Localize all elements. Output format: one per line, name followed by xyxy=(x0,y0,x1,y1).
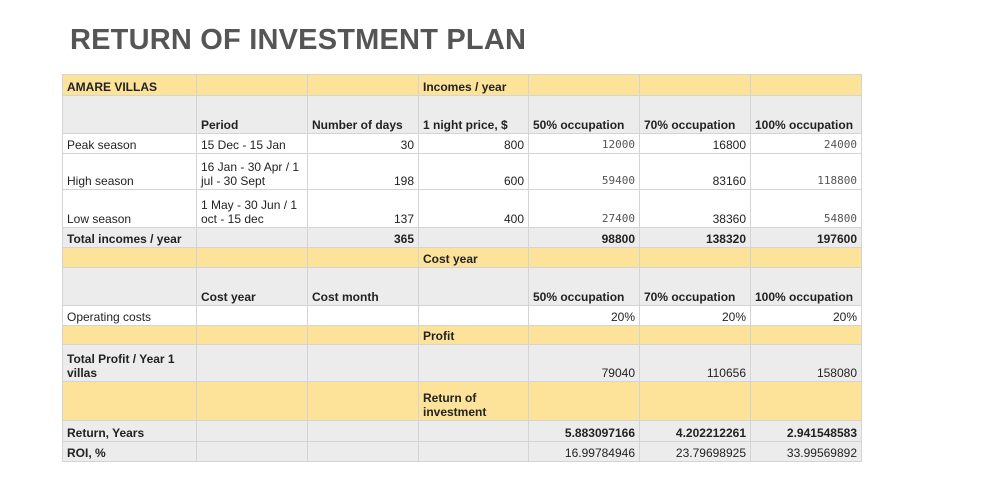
cell[interactable] xyxy=(529,75,640,96)
cell[interactable] xyxy=(419,421,529,442)
cell[interactable]: 27400 xyxy=(529,190,640,228)
cell[interactable] xyxy=(197,421,308,442)
section-row xyxy=(63,248,862,268)
cell[interactable] xyxy=(197,326,308,345)
cell[interactable]: 38360 xyxy=(640,190,751,228)
cell[interactable]: 118800 xyxy=(751,154,862,190)
cell[interactable]: AMARE VILLAS xyxy=(63,75,197,96)
cell[interactable] xyxy=(197,248,308,268)
cell[interactable]: 138320 xyxy=(640,228,751,248)
cell[interactable]: 100% occupation xyxy=(751,268,862,306)
cell[interactable]: 400 xyxy=(419,190,529,228)
cell[interactable]: High season xyxy=(63,154,197,190)
cell[interactable]: 20% xyxy=(751,306,862,326)
section-row xyxy=(63,326,862,345)
cell[interactable]: 98800 xyxy=(529,228,640,248)
cell[interactable]: Cost year xyxy=(197,268,308,306)
cell[interactable]: 100% occupation xyxy=(751,96,862,134)
cell[interactable]: Peak season xyxy=(63,134,197,154)
cell[interactable]: 24000 xyxy=(751,134,862,154)
cell[interactable] xyxy=(419,345,529,382)
cell[interactable]: 137 xyxy=(308,190,419,228)
cell[interactable]: Total incomes / year xyxy=(63,228,197,248)
section-row xyxy=(63,382,862,421)
cell[interactable]: 1 May - 30 Jun / 1 oct - 15 dec xyxy=(197,190,308,228)
totals-row xyxy=(63,228,862,248)
cell[interactable]: 197600 xyxy=(751,228,862,248)
cell[interactable] xyxy=(63,248,197,268)
table-row xyxy=(63,442,862,462)
header-row xyxy=(63,75,862,96)
cell[interactable]: 800 xyxy=(419,134,529,154)
cell[interactable]: 12000 xyxy=(529,134,640,154)
cell[interactable] xyxy=(308,345,419,382)
cell[interactable] xyxy=(640,382,751,421)
cell[interactable]: 33.99569892 xyxy=(751,442,862,462)
cell[interactable]: 1 night price, $ xyxy=(419,96,529,134)
roi-spreadsheet xyxy=(62,74,862,462)
cell[interactable] xyxy=(197,345,308,382)
cell[interactable]: 54800 xyxy=(751,190,862,228)
cell[interactable] xyxy=(751,326,862,345)
cell[interactable] xyxy=(308,326,419,345)
cell[interactable]: ROI, % xyxy=(63,442,197,462)
cell[interactable]: 16800 xyxy=(640,134,751,154)
cell[interactable]: 83160 xyxy=(640,154,751,190)
cell[interactable]: Profit xyxy=(419,326,529,345)
cell[interactable] xyxy=(197,382,308,421)
cell[interactable] xyxy=(197,306,308,326)
cell[interactable] xyxy=(419,268,529,306)
cell[interactable] xyxy=(529,326,640,345)
table-row xyxy=(63,134,862,154)
cell[interactable] xyxy=(419,442,529,462)
cell[interactable]: 70% occupation xyxy=(640,96,751,134)
cell[interactable]: Operating costs xyxy=(63,306,197,326)
cell[interactable]: Low season xyxy=(63,190,197,228)
cell[interactable] xyxy=(308,75,419,96)
cell[interactable]: 110656 xyxy=(640,345,751,382)
cell[interactable] xyxy=(197,228,308,248)
table-row xyxy=(63,421,862,442)
cell[interactable]: 600 xyxy=(419,154,529,190)
cell[interactable]: Total Profit / Year 1 villas xyxy=(63,345,197,382)
cell[interactable] xyxy=(529,382,640,421)
cell[interactable] xyxy=(640,75,751,96)
cell[interactable]: 16.99784946 xyxy=(529,442,640,462)
cell[interactable] xyxy=(640,248,751,268)
column-header-row xyxy=(63,268,862,306)
table-row xyxy=(63,154,862,190)
cell[interactable]: 198 xyxy=(308,154,419,190)
table-row xyxy=(63,345,862,382)
cell[interactable] xyxy=(308,442,419,462)
cell[interactable] xyxy=(640,326,751,345)
cell[interactable] xyxy=(63,96,197,134)
table-row xyxy=(63,190,862,228)
cell[interactable]: 70% occupation xyxy=(640,268,751,306)
cell[interactable]: 20% xyxy=(640,306,751,326)
cell[interactable]: 30 xyxy=(308,134,419,154)
cell[interactable] xyxy=(529,248,640,268)
cell[interactable]: Incomes / year xyxy=(419,75,529,96)
cell[interactable]: 79040 xyxy=(529,345,640,382)
cell[interactable]: Period xyxy=(197,96,308,134)
cell[interactable] xyxy=(751,248,862,268)
cell[interactable] xyxy=(751,382,862,421)
cell[interactable]: 50% occupation xyxy=(529,268,640,306)
cell[interactable]: Number of days xyxy=(308,96,419,134)
cell[interactable]: Cost month xyxy=(308,268,419,306)
cell[interactable]: 4.202212261 xyxy=(640,421,751,442)
cell[interactable]: Return, Years xyxy=(63,421,197,442)
cell[interactable] xyxy=(419,228,529,248)
cell[interactable]: 158080 xyxy=(751,345,862,382)
cell[interactable]: 5.883097166 xyxy=(529,421,640,442)
cell[interactable]: 16 Jan - 30 Apr / 1 jul - 30 Sept xyxy=(197,154,308,190)
cell[interactable]: 20% xyxy=(529,306,640,326)
cell[interactable]: 365 xyxy=(308,228,419,248)
cell[interactable]: Cost year xyxy=(419,248,529,268)
cell[interactable] xyxy=(63,382,197,421)
cell[interactable]: 15 Dec - 15 Jan xyxy=(197,134,308,154)
cell[interactable]: Return of investment xyxy=(419,382,529,421)
cell[interactable] xyxy=(63,268,197,306)
cell[interactable] xyxy=(419,306,529,326)
cell[interactable]: 23.79698925 xyxy=(640,442,751,462)
cell[interactable]: 59400 xyxy=(529,154,640,190)
cell[interactable]: 50% occupation xyxy=(529,96,640,134)
cell[interactable] xyxy=(308,421,419,442)
cell[interactable] xyxy=(308,306,419,326)
cell[interactable] xyxy=(197,442,308,462)
cell[interactable]: 2.941548583 xyxy=(751,421,862,442)
cell[interactable] xyxy=(308,248,419,268)
cell[interactable] xyxy=(751,75,862,96)
cell[interactable] xyxy=(63,326,197,345)
page-title: RETURN OF INVESTMENT PLAN xyxy=(70,24,527,56)
column-header-row xyxy=(63,96,862,134)
table-row xyxy=(63,306,862,326)
cell[interactable] xyxy=(308,382,419,421)
cell[interactable] xyxy=(197,75,308,96)
